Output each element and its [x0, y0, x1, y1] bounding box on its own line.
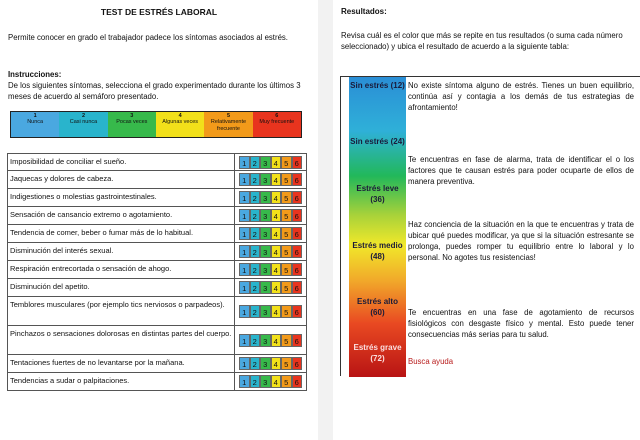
symptom-label: Sensación de cansancio extremo o agotamiento.	[8, 207, 235, 224]
rating-option-2[interactable]: 2	[250, 173, 261, 186]
rating-option-6[interactable]: 6	[292, 305, 303, 318]
rating-option-2[interactable]: 2	[250, 281, 261, 294]
rating-option-4[interactable]: 4	[271, 281, 282, 294]
symptom-row	[7, 189, 307, 207]
rating-option-4[interactable]: 4	[271, 305, 282, 318]
rating-option-3[interactable]: 3	[260, 173, 271, 186]
symptom-rating-scale	[235, 225, 306, 242]
symptom-row	[7, 261, 307, 279]
symptom-rating-scale	[235, 373, 306, 390]
result-text-busca-ayuda: Busca ayuda	[408, 357, 454, 366]
rating-option-6[interactable]: 6	[292, 245, 303, 258]
result-text-sin-estres-12: No existe síntoma alguno de estrés. Tienes un buen equilibrio, continúa así y contagia a los demás de tus estrategias de afrontamiento!	[408, 81, 634, 112]
symptom-row	[7, 373, 307, 391]
rating-option-4[interactable]: 4	[271, 191, 282, 204]
instructions-heading: Instrucciones:	[8, 70, 62, 79]
symptom-rating-scale	[235, 189, 306, 206]
symptom-row	[7, 279, 307, 297]
rating-option-6[interactable]: 6	[292, 191, 303, 204]
rating-option-5[interactable]: 5	[281, 173, 292, 186]
scale-level-6: 6 Muy frecuente	[253, 112, 301, 137]
result-text-estres-alto: Te encuentras en una fase de agotamiento de recursos fisiológicos con desgaste físico y mental. Esto puede tener consecuencias más serias para tu salud.	[408, 308, 634, 339]
rating-option-3[interactable]: 3	[260, 281, 271, 294]
symptom-rating-scale	[235, 326, 306, 354]
symptom-row	[7, 326, 307, 355]
symptom-row	[7, 243, 307, 261]
symptom-label: Indigestiones o molestias gastrointestinales.	[8, 189, 235, 206]
rating-option-3[interactable]: 3	[260, 227, 271, 240]
rating-option-6[interactable]: 6	[292, 173, 303, 186]
results-title: Resultados:	[341, 7, 387, 16]
symptom-label: Tendencia de comer, beber o fumar más de lo habitual.	[8, 225, 235, 242]
symptom-rating-scale	[235, 154, 306, 170]
rating-option-5[interactable]: 5	[281, 281, 292, 294]
rating-option-4[interactable]: 4	[271, 156, 282, 169]
rating-option-1[interactable]: 1	[239, 357, 250, 370]
rating-option-1[interactable]: 1	[239, 305, 250, 318]
rating-option-2[interactable]: 2	[250, 357, 261, 370]
symptom-label: Jaquecas y dolores de cabeza.	[8, 171, 235, 188]
rating-option-3[interactable]: 3	[260, 263, 271, 276]
symptom-label: Respiración entrecortada o sensación de ahogo.	[8, 261, 235, 278]
rating-option-4[interactable]: 4	[271, 375, 282, 388]
symptom-table	[7, 153, 307, 391]
rating-option-3[interactable]: 3	[260, 209, 271, 222]
rating-option-4[interactable]: 4	[271, 209, 282, 222]
results-table	[340, 76, 640, 376]
rating-option-6[interactable]: 6	[292, 281, 303, 294]
rating-option-5[interactable]: 5	[281, 227, 292, 240]
rating-option-2[interactable]: 2	[250, 245, 261, 258]
rating-option-2[interactable]: 2	[250, 191, 261, 204]
rating-option-6[interactable]: 6	[292, 357, 303, 370]
rating-option-1[interactable]: 1	[239, 156, 250, 169]
rating-option-3[interactable]: 3	[260, 334, 271, 347]
traffic-light-scale	[10, 111, 302, 138]
rating-option-1[interactable]: 1	[239, 227, 250, 240]
rating-option-4[interactable]: 4	[271, 357, 282, 370]
rating-option-3[interactable]: 3	[260, 191, 271, 204]
symptom-rating-scale	[235, 297, 306, 325]
rating-option-3[interactable]: 3	[260, 375, 271, 388]
symptom-label: Tendencias a sudar o palpitaciones.	[8, 373, 235, 390]
symptom-label: Imposibilidad de conciliar el sueño.	[8, 154, 235, 170]
rating-option-1[interactable]: 1	[239, 263, 250, 276]
symptom-row	[7, 297, 307, 326]
rating-option-5[interactable]: 5	[281, 156, 292, 169]
intro-text: Permite conocer en grado el trabajador padece los síntomas asociados al estrés.	[8, 33, 288, 42]
rating-option-6[interactable]: 6	[292, 263, 303, 276]
rating-option-5[interactable]: 5	[281, 357, 292, 370]
result-text-estres-medio: Haz conciencia de la situación en la que te encuentras y trata de ubicar qué puedes modificar, ya que si la situación estresante se prolonga, puedes romper tu equilibrio entre lo laboral y lo personal. No agotes tus resistencias!	[408, 220, 634, 262]
rating-option-6[interactable]: 6	[292, 375, 303, 388]
rating-option-5[interactable]: 5	[281, 263, 292, 276]
symptom-label: Pinchazos o sensaciones dolorosas en distintas partes del cuerpo.	[8, 326, 235, 354]
rating-option-2[interactable]: 2	[250, 209, 261, 222]
symptom-row	[7, 355, 307, 373]
result-label-estres-alto-60: Estrés alto (60)	[357, 297, 398, 317]
symptom-label: Disminución del interés sexual.	[8, 243, 235, 260]
rating-option-5[interactable]: 5	[281, 305, 292, 318]
result-text-alarm: Te encuentras en fase de alarma, trata de identificar el o los factores que te causan estrés para poder ocuparte de ellos de manera preventiva.	[408, 155, 634, 186]
test-page	[0, 0, 318, 440]
rating-option-5[interactable]: 5	[281, 375, 292, 388]
symptom-row	[7, 171, 307, 189]
result-label-sin-estres-24: Sin estrés (24)	[350, 137, 405, 146]
rating-option-2[interactable]: 2	[250, 263, 261, 276]
rating-option-6[interactable]: 6	[292, 156, 303, 169]
page-title: TEST DE ESTRÉS LABORAL	[100, 7, 218, 17]
rating-option-1[interactable]: 1	[239, 334, 250, 347]
rating-option-4[interactable]: 4	[271, 227, 282, 240]
rating-option-2[interactable]: 2	[250, 227, 261, 240]
rating-option-2[interactable]: 2	[250, 156, 261, 169]
rating-option-4[interactable]: 4	[271, 334, 282, 347]
rating-option-2[interactable]: 2	[250, 305, 261, 318]
symptom-label: Tentaciones fuertes de no levantarse por la mañana.	[8, 355, 235, 372]
symptom-rating-scale	[235, 279, 306, 296]
symptom-rating-scale	[235, 261, 306, 278]
rating-option-1[interactable]: 1	[239, 375, 250, 388]
results-page	[333, 0, 640, 440]
rating-option-2[interactable]: 2	[250, 375, 261, 388]
result-label-estres-grave-72: Estrés grave (72)	[353, 343, 402, 363]
rating-option-5[interactable]: 5	[281, 334, 292, 347]
rating-option-1[interactable]: 1	[239, 281, 250, 294]
rating-option-1[interactable]: 1	[239, 245, 250, 258]
results-intro: Revisa cuál es el color que más se repite en tus resultados (o suma cada número seleccionado) y ubica el resultado de acuerdo a la siguiente tabla:	[341, 31, 623, 51]
rating-option-2[interactable]: 2	[250, 334, 261, 347]
rating-option-6[interactable]: 6	[292, 209, 303, 222]
rating-option-6[interactable]: 6	[292, 227, 303, 240]
rating-option-4[interactable]: 4	[271, 173, 282, 186]
instructions-text: De los siguientes síntomas, selecciona el grado experimentado durante los últimos 3 meses de acuerdo al semáforo presentado.	[8, 81, 301, 101]
symptom-label: Disminución del apetito.	[8, 279, 235, 296]
rating-option-6[interactable]: 6	[292, 334, 303, 347]
result-label-estres-leve-36: Estrés leve (36)	[356, 184, 399, 204]
symptom-label: Temblores musculares (por ejemplo tics nerviosos o parpadeos).	[8, 297, 235, 325]
rating-option-1[interactable]: 1	[239, 173, 250, 186]
rating-option-5[interactable]: 5	[281, 191, 292, 204]
scale-level-2: 2 Casi nunca	[59, 112, 107, 137]
result-label-estres-medio-48: Estrés medio (48)	[352, 241, 403, 261]
scale-level-1: 1 Nunca	[11, 112, 59, 137]
rating-option-4[interactable]: 4	[271, 263, 282, 276]
symptom-rating-scale	[235, 355, 306, 372]
scale-level-4: 4 Algunas veces	[156, 112, 204, 137]
rating-option-1[interactable]: 1	[239, 209, 250, 222]
stress-gradient-bar	[349, 77, 406, 377]
scale-level-3: 3 Pocas veces	[108, 112, 156, 137]
result-label-sin-estres-12: Sin estrés (12)	[350, 81, 405, 90]
rating-option-3[interactable]: 3	[260, 357, 271, 370]
rating-option-5[interactable]: 5	[281, 245, 292, 258]
rating-option-3[interactable]: 3	[260, 305, 271, 318]
symptom-rating-scale	[235, 243, 306, 260]
rating-option-1[interactable]: 1	[239, 191, 250, 204]
symptom-rating-scale	[235, 171, 306, 188]
scale-level-5: 5 Relativamente frecuente	[204, 112, 252, 137]
symptom-row	[7, 153, 307, 171]
symptom-rating-scale	[235, 207, 306, 224]
page-gutter	[318, 0, 333, 440]
rating-option-3[interactable]: 3	[260, 156, 271, 169]
symptom-row	[7, 225, 307, 243]
rating-option-3[interactable]: 3	[260, 245, 271, 258]
rating-option-5[interactable]: 5	[281, 209, 292, 222]
symptom-row	[7, 207, 307, 225]
rating-option-4[interactable]: 4	[271, 245, 282, 258]
